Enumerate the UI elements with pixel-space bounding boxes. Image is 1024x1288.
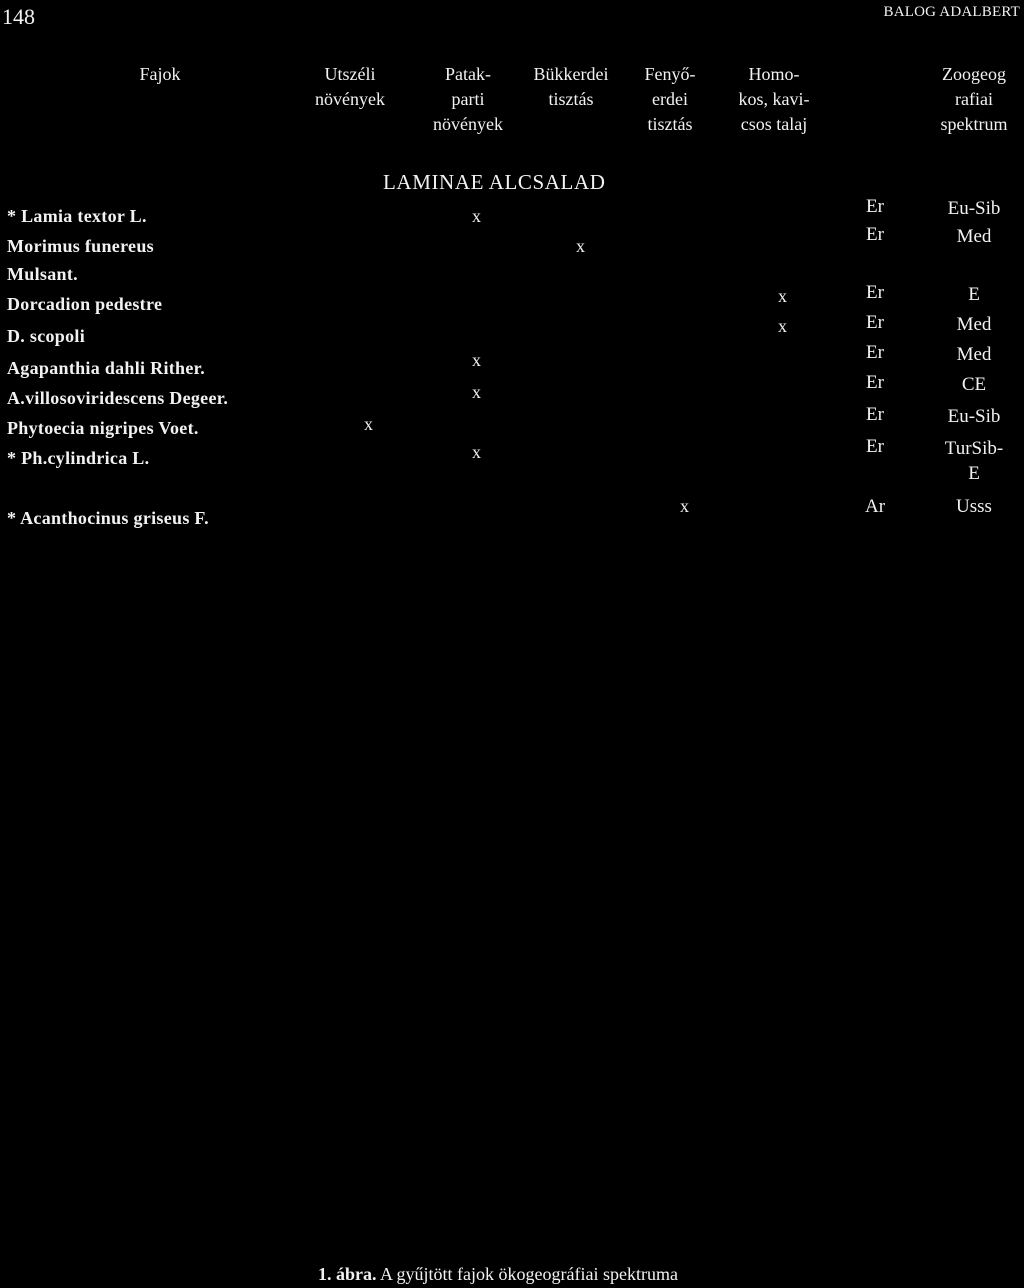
zoogeo-value — [924, 196, 1024, 221]
caption-label: 1. ábra. — [318, 1264, 377, 1284]
header-line: Patak- — [445, 64, 491, 84]
header-line: Utszéli — [324, 64, 376, 84]
zoogeo-value — [924, 436, 1024, 486]
zoogeo-value — [924, 372, 1024, 397]
column-header-zoo — [924, 62, 1024, 137]
status-code: Er — [866, 312, 884, 333]
column-header-homok — [724, 62, 824, 137]
running-head: BALOG ADALBERT — [883, 4, 1020, 20]
section-title: LAMINAE ALCSALAD — [383, 170, 606, 194]
species-name: Dorcadion pedestre — [7, 294, 163, 314]
header-line: Fajok — [139, 64, 181, 84]
zoogeo-value — [924, 494, 1024, 519]
status-code: Ar — [864, 496, 886, 517]
habitat-mark: x — [778, 286, 787, 306]
zoogeo-line: TurSib- — [944, 438, 1004, 459]
zoogeo-line: Med — [956, 226, 992, 247]
zoogeo-line: Med — [956, 344, 992, 365]
species-name: D. scopoli — [7, 326, 86, 346]
zoogeo-line: Eu-Sib — [947, 406, 1001, 427]
header-line: tisztás — [647, 114, 693, 134]
header-line: Fenyő- — [644, 64, 696, 84]
column-header-fajok — [120, 62, 200, 87]
header-line: rafiai — [955, 89, 993, 109]
habitat-mark: x — [472, 206, 481, 226]
header-line: Zoogeog — [942, 64, 1006, 84]
species-name: * Lamia textor L. — [7, 206, 147, 226]
habitat-mark: x — [472, 382, 481, 402]
zoogeo-line: Med — [956, 314, 992, 335]
header-line: tisztás — [548, 89, 594, 109]
header-line: spektrum — [940, 114, 1008, 134]
zoogeo-line: Usss — [956, 496, 992, 517]
column-header-fenyo — [630, 62, 710, 137]
zoogeo-line: E — [968, 284, 980, 305]
column-header-patak — [418, 62, 518, 137]
column-header-utszeli — [300, 62, 400, 112]
header-line: Homo- — [748, 64, 800, 84]
species-name: Agapanthia dahli Rither. — [7, 358, 206, 378]
zoogeo-line: CE — [961, 374, 987, 395]
habitat-mark: x — [472, 350, 481, 370]
zoogeo-value — [924, 224, 1024, 249]
habitat-mark: x — [778, 316, 787, 336]
species-name: Phytoecia nigripes Voet. — [7, 418, 199, 438]
zoogeo-value — [924, 312, 1024, 337]
species-name: A.villosoviridescens Degeer. — [7, 388, 229, 408]
zoogeo-line: E — [968, 463, 980, 484]
status-code: Er — [866, 282, 884, 303]
column-header-bukk — [516, 62, 626, 112]
status-code: Er — [866, 404, 884, 425]
species-name: Mulsant. — [7, 264, 78, 284]
header-line: kos, kavi- — [738, 89, 810, 109]
header-line: növények — [315, 89, 385, 109]
habitat-mark: x — [576, 236, 585, 256]
status-code: Er — [866, 224, 884, 245]
header-line: erdei — [652, 89, 688, 109]
habitat-mark: x — [472, 442, 481, 462]
zoogeo-line: Eu-Sib — [947, 198, 1001, 219]
header-line: növények — [433, 114, 503, 134]
zoogeo-value — [924, 404, 1024, 429]
habitat-mark: x — [364, 414, 373, 434]
header-line: parti — [451, 89, 485, 109]
zoogeo-value — [924, 282, 1024, 307]
figure-caption — [318, 1264, 678, 1285]
status-code: Er — [866, 372, 884, 393]
species-name: * Ph.cylindrica L. — [7, 448, 150, 468]
caption-text: A gyűjtött fajok ökogeográfiai spektruma — [376, 1264, 678, 1284]
header-line: csos talaj — [740, 114, 808, 134]
species-name: Morimus funereus — [7, 236, 154, 256]
status-code: Er — [866, 436, 884, 457]
status-code: Er — [866, 196, 884, 217]
zoogeo-value — [924, 342, 1024, 367]
status-code: Er — [866, 342, 884, 363]
species-name: * Acanthocinus griseus F. — [7, 508, 209, 528]
page-number: 148 — [2, 4, 35, 29]
habitat-mark: x — [680, 496, 689, 516]
header-line: Bükkerdei — [533, 64, 609, 84]
